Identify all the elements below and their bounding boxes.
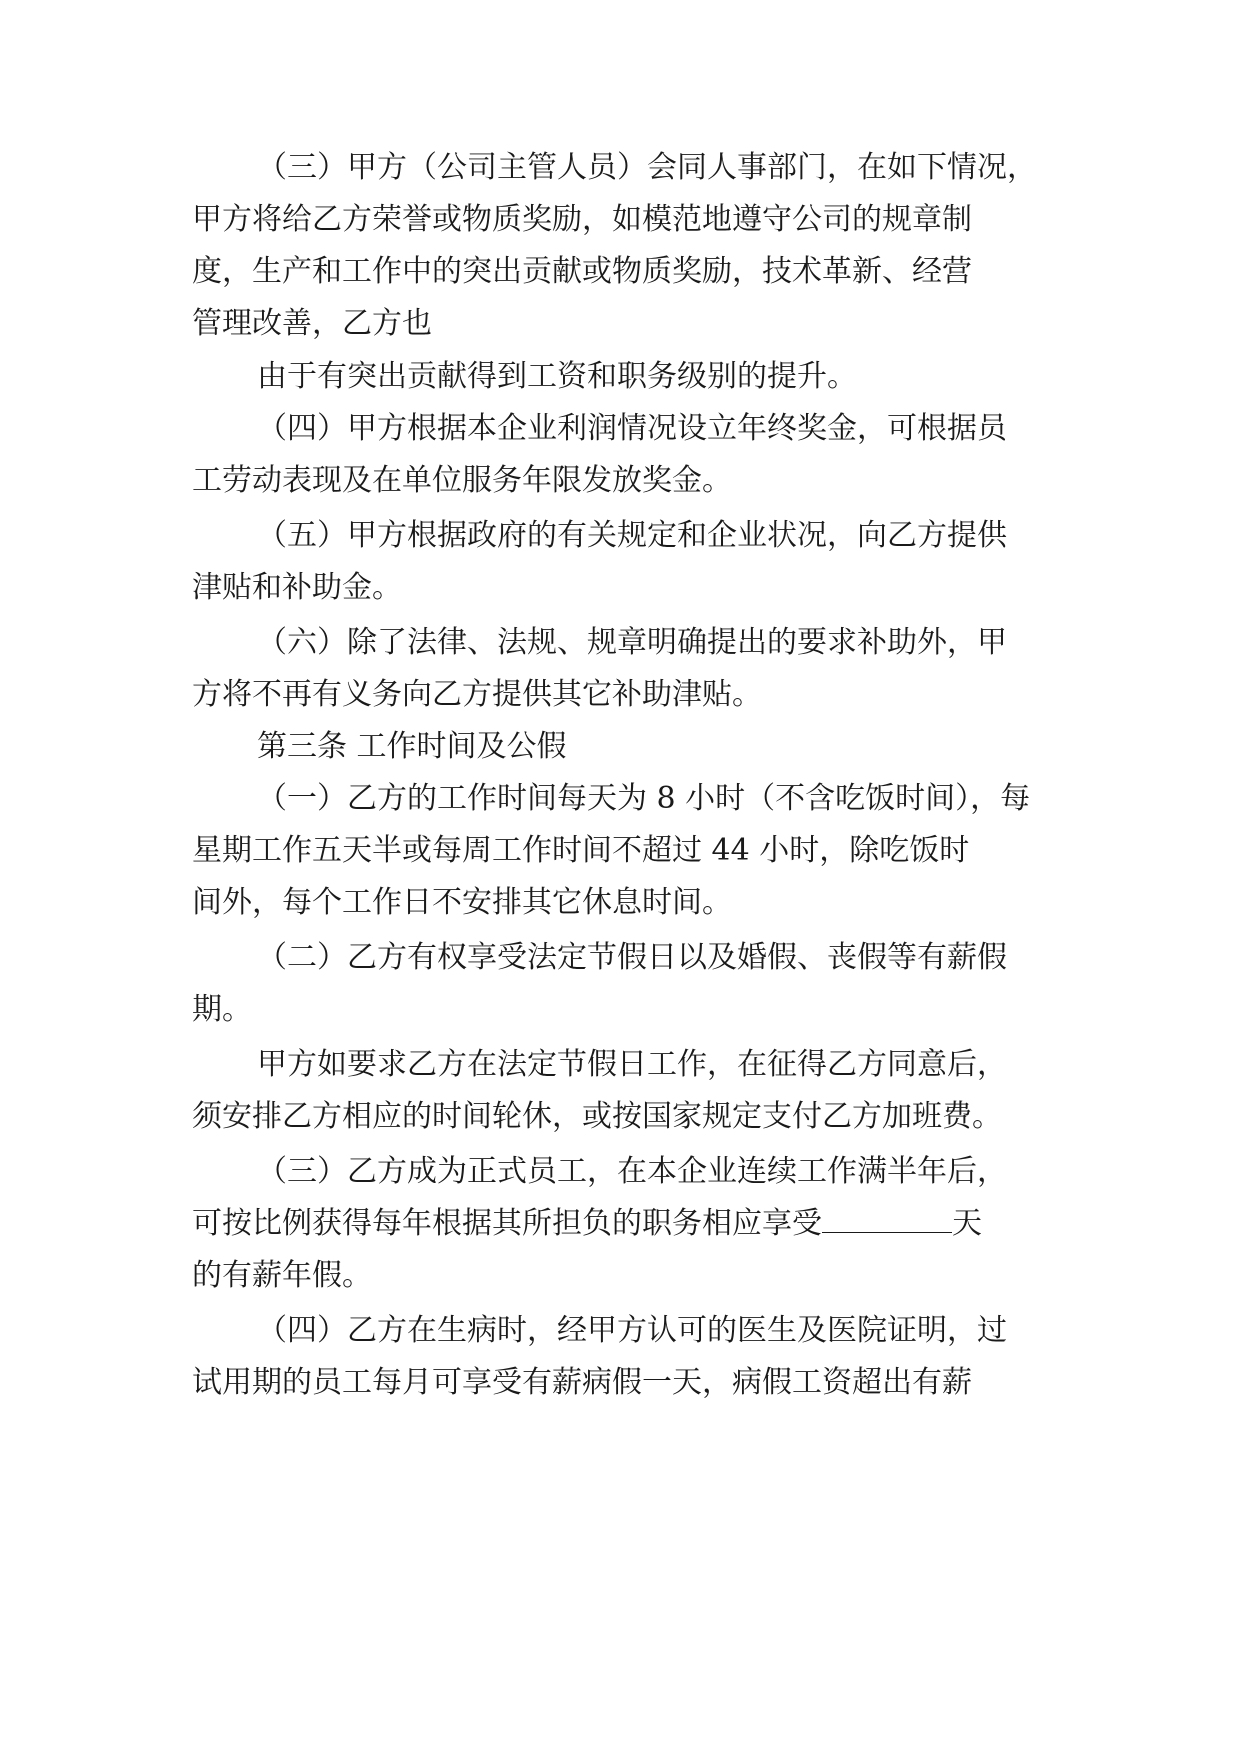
text-line [0,558,1241,618]
fill-in-blank [822,1204,952,1233]
paragraph-text-part: 可按比例获得每年根据其所担负的职务相应享受 [192,1206,822,1241]
text-line [0,451,1241,511]
paragraph-text: 由于有突出贡献得到工资和职务级别的提升。 [257,359,857,394]
paragraph-text: 期。 [192,992,252,1027]
paragraph-text: 甲方如要求乙方在法定节假日工作，在征得乙方同意后， [257,1047,1007,1082]
text-line [0,506,1241,566]
paragraph-text: 方将不再有义务向乙方提供其它补助津贴。 [192,677,762,712]
text-line [0,1035,1241,1095]
text-line [0,717,1241,777]
paragraph-text: （三）甲方（公司主管人员）会同人事部门，在如下情况， [257,150,1037,185]
text-line [0,613,1241,673]
paragraph-text: 间外，每个工作日不安排其它休息时间。 [192,885,732,920]
paragraph-text [192,1194,982,1254]
paragraph-text: （五）甲方根据政府的有关规定和企业状况，向乙方提供 [257,518,1007,553]
text-line [0,769,1241,829]
paragraph-text: 管理改善，乙方也 [192,306,432,341]
paragraph-text: （三）乙方成为正式员工，在本企业连续工作满半年后， [257,1154,1007,1189]
text-line [0,294,1241,354]
text-line [0,1353,1241,1413]
paragraph-text: 的有薪年假。 [192,1258,372,1293]
paragraph-text: （四）甲方根据本企业利润情况设立年终奖金，可根据员 [257,411,1007,446]
paragraph-text: 度，生产和工作中的突出贡献或物质奖励，技术革新、经营 [192,254,972,289]
text-line [0,190,1241,250]
text-line [0,665,1241,725]
section-heading: 第三条 工作时间及公假 [257,729,567,764]
paragraph-text: 津贴和补助金。 [192,570,402,605]
text-line [0,980,1241,1040]
text-line [0,1087,1241,1147]
text-line [0,347,1241,407]
paragraph-text: 须安排乙方相应的时间轮休，或按国家规定支付乙方加班费。 [192,1099,1002,1134]
paragraph-text: 星期工作五天半或每周工作时间不超过 44 小时，除吃饭时 [192,833,970,868]
text-line [0,1246,1241,1306]
text-line [0,821,1241,881]
text-line [0,242,1241,302]
paragraph-text: 甲方将给乙方荣誉或物质奖励，如模范地遵守公司的规章制 [192,202,972,237]
paragraph-text: （一）乙方的工作时间每天为 8 小时（不含吃饭时间），每 [257,781,1031,816]
text-line [0,399,1241,459]
text-line [0,928,1241,988]
paragraph-text-part: 天 [952,1206,982,1241]
text-line [0,1301,1241,1361]
text-line [0,138,1241,198]
text-line [0,1142,1241,1202]
paragraph-text: 试用期的员工每月可享受有薪病假一天，病假工资超出有薪 [192,1365,972,1400]
paragraph-text: （二）乙方有权享受法定节假日以及婚假、丧假等有薪假 [257,940,1007,975]
text-line [0,873,1241,933]
paragraph-text: （四）乙方在生病时，经甲方认可的医生及医院证明，过 [257,1313,1007,1348]
paragraph-text: （六）除了法律、法规、规章明确提出的要求补助外，甲 [257,625,1007,660]
text-line [0,1194,1241,1254]
paragraph-text: 工劳动表现及在单位服务年限发放奖金。 [192,463,732,498]
